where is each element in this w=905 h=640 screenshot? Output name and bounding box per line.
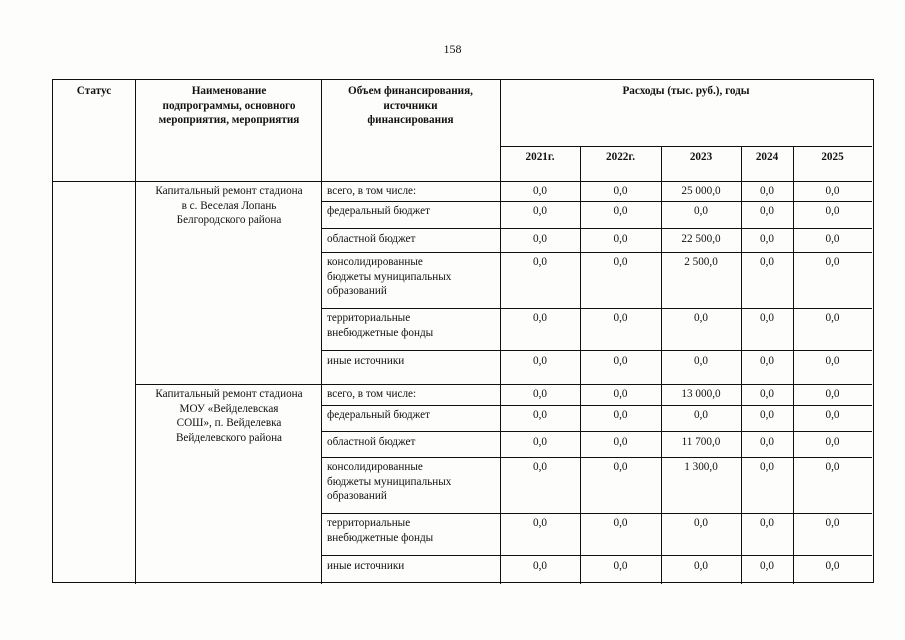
header-year-2023: 2023: [689, 151, 713, 163]
value-cell: 13 000,0: [681, 388, 721, 400]
value-cell: 0,0: [533, 409, 547, 421]
value-cell: 25 000,0: [681, 185, 721, 197]
value-cell: 11 700,0: [681, 436, 721, 448]
value-cell: 0,0: [760, 517, 774, 529]
row-divider: [321, 513, 872, 514]
funding-source: консолидированные бюджеты муниципальных образований: [327, 256, 452, 297]
value-cell: 0,0: [760, 461, 774, 473]
value-cell: 0,0: [825, 461, 840, 473]
row-divider: [321, 350, 872, 351]
value-cell: 0,0: [825, 436, 840, 448]
funding-source: иные источники: [327, 355, 405, 367]
value-cell: 0,0: [533, 461, 547, 473]
header-year-2022: 2022г.: [606, 151, 635, 163]
row-divider: [321, 457, 872, 458]
value-cell: 0,0: [825, 517, 840, 529]
row-divider: [321, 228, 872, 229]
value-cell: 0,0: [533, 256, 547, 268]
header-status: Статус: [76, 85, 112, 97]
value-cell: 0,0: [760, 256, 774, 268]
value-cell: 0,0: [613, 388, 628, 400]
value-cell: 0,0: [613, 185, 628, 197]
value-cell: 0,0: [694, 355, 708, 367]
value-cell: 0,0: [825, 409, 840, 421]
value-cell: 0,0: [613, 312, 628, 324]
event-name: Капитальный ремонт стадиона в с. Веселая Лопань Белгородского района: [155, 185, 303, 226]
value-cell: 0,0: [613, 205, 628, 217]
value-cell: 0,0: [760, 560, 774, 572]
value-cell: 0,0: [613, 409, 628, 421]
value-cell: 0,0: [760, 388, 774, 400]
value-cell: 0,0: [533, 312, 547, 324]
funding-source: федеральный бюджет: [327, 409, 430, 421]
col-divider-name: [321, 80, 322, 584]
value-cell: 0,0: [760, 409, 774, 421]
value-cell: 0,0: [825, 388, 840, 400]
value-cell: 0,0: [613, 233, 628, 245]
value-cell: 0,0: [533, 436, 547, 448]
value-cell: 0,0: [825, 185, 840, 197]
value-cell: 0,0: [760, 436, 774, 448]
value-cell: 0,0: [694, 205, 708, 217]
value-cell: 0,0: [825, 205, 840, 217]
value-cell: 0,0: [760, 312, 774, 324]
row-divider: [321, 201, 872, 202]
value-cell: 0,0: [760, 205, 774, 217]
value-cell: 0,0: [825, 256, 840, 268]
event-name: Капитальный ремонт стадиона МОУ «Вейделевская СОШ», п. Вейделевка Вейделевского района: [155, 388, 303, 444]
value-cell: 0,0: [533, 185, 547, 197]
value-cell: 0,0: [533, 560, 547, 572]
value-cell: 0,0: [533, 205, 547, 217]
header-bottom-divider: [53, 181, 872, 182]
value-cell: 0,0: [694, 560, 708, 572]
group-divider: [135, 384, 872, 385]
value-cell: 0,0: [825, 355, 840, 367]
value-cell: 0,0: [760, 355, 774, 367]
row-divider: [321, 555, 872, 556]
value-cell: 0,0: [760, 233, 774, 245]
value-cell: 0,0: [533, 388, 547, 400]
row-divider: [321, 405, 872, 406]
page-number: 158: [443, 42, 462, 56]
header-year-2021: 2021г.: [525, 151, 555, 163]
value-cell: 0,0: [825, 560, 840, 572]
funding-source: иные источники: [327, 560, 405, 572]
value-cell: 1 300,0: [684, 461, 718, 473]
funding-source: всего, в том числе:: [327, 185, 417, 197]
funding-source: федеральный бюджет: [327, 205, 430, 217]
header-year-2025: 2025: [821, 151, 844, 163]
value-cell: 0,0: [613, 436, 628, 448]
header-year-2024: 2024: [755, 151, 779, 163]
value-cell: 0,0: [760, 185, 774, 197]
funding-source: областной бюджет: [327, 233, 416, 245]
value-cell: 0,0: [694, 312, 708, 324]
value-cell: 0,0: [613, 355, 628, 367]
value-cell: 0,0: [613, 560, 628, 572]
row-divider: [321, 431, 872, 432]
value-cell: 0,0: [613, 256, 628, 268]
row-divider: [321, 308, 872, 309]
value-cell: 0,0: [613, 461, 628, 473]
value-cell: 0,0: [533, 233, 547, 245]
funding-source: консолидированные бюджеты муниципальных образований: [327, 461, 452, 502]
value-cell: 0,0: [694, 517, 708, 529]
row-divider: [321, 252, 872, 253]
col-divider-status: [135, 80, 136, 584]
header-name: Наименование подпрограммы, основного мероприятия, мероприятия: [158, 85, 300, 126]
funding-source: территориальные внебюджетные фонды: [327, 312, 434, 339]
header-expenses-title: Расходы (тыс. руб.), годы: [622, 85, 750, 97]
header-funding: Объем финансирования, источники финансирования: [348, 85, 473, 126]
funding-source: областной бюджет: [327, 436, 416, 448]
value-cell: 22 500,0: [681, 233, 721, 245]
header-year-divider: [500, 146, 872, 147]
value-cell: 2 500,0: [684, 256, 718, 268]
funding-source: территориальные внебюджетные фонды: [327, 517, 434, 544]
value-cell: 0,0: [613, 517, 628, 529]
value-cell: 0,0: [825, 312, 840, 324]
value-cell: 0,0: [533, 355, 547, 367]
value-cell: 0,0: [694, 409, 708, 421]
budget-table: [52, 79, 874, 583]
value-cell: 0,0: [825, 233, 840, 245]
value-cell: 0,0: [533, 517, 547, 529]
funding-source: всего, в том числе:: [327, 388, 417, 400]
